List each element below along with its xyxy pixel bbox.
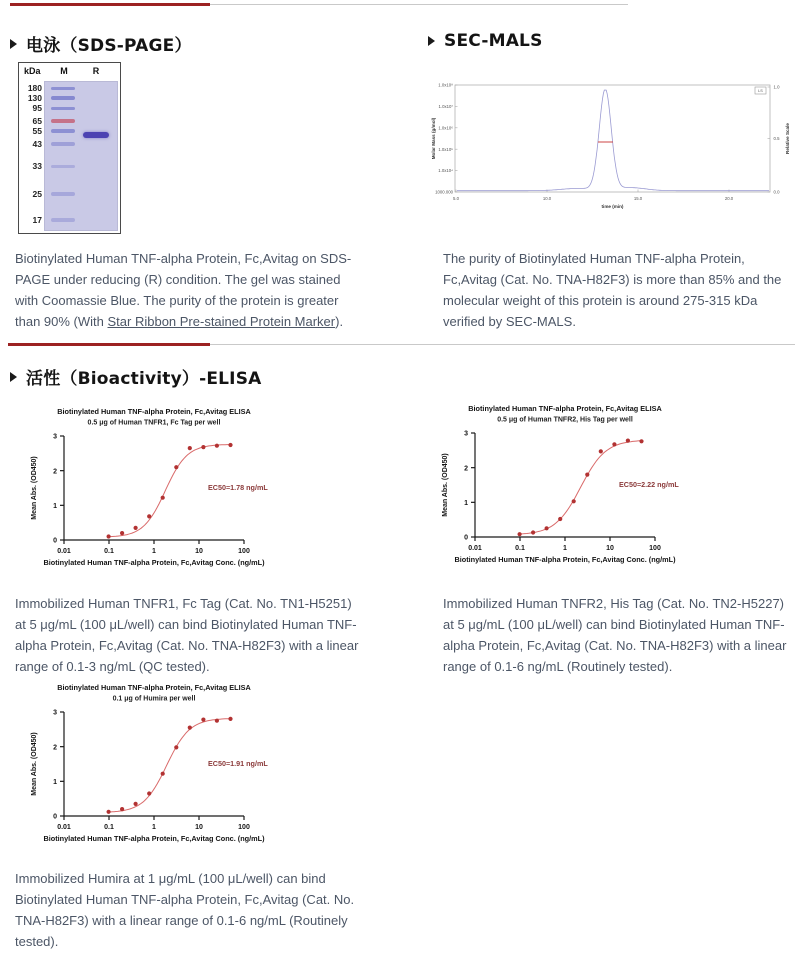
axis-tick-label: 1000.000 (435, 189, 453, 195)
gel-marker-value: 25 (32, 188, 42, 199)
data-point (188, 726, 192, 730)
gel-lane-area (44, 81, 118, 231)
axis-tick-label: 1.0x10⁴ (438, 168, 453, 174)
x-tick-label: 0.01 (57, 548, 71, 555)
data-point (174, 465, 178, 469)
x-tick-label: 0.01 (468, 545, 482, 552)
gel-marker-value: 65 (32, 115, 42, 126)
x-tick-label: 10 (195, 548, 203, 555)
protein-marker-link[interactable]: Star Ribbon Pre-stained Protein Marker (107, 314, 336, 329)
ec50-annotation: EC50=1.91 ng/mL (208, 759, 268, 768)
gel-marker-value: 55 (32, 125, 42, 136)
gel-marker-value: 17 (32, 214, 42, 225)
gel-marker-value: 180 (27, 83, 42, 93)
data-point (215, 719, 219, 723)
axis-label-x: Biotinylated Human TNF-alpha Protein, Fc,Avitag Conc. (ng/mL) (43, 834, 265, 843)
section-title-bioactivity (10, 364, 262, 389)
x-tick-label: 100 (238, 824, 250, 831)
chart-subtitle: 0.5 μg of Human TNFR2, His Tag per well (497, 416, 633, 424)
marker-band-33 (51, 165, 75, 169)
elisa-caption-tnfr1: Immobilized Human TNFR1, Fc Tag (Cat. No. TN1-H5251) at 5 μg/mL (100 μL/well) can bind Biotinylated Human TNF-alpha Protein, Fc,Avitag (Cat. No. TNA-H82F3) with a linear range of 0.1-3 ng/mL (QC tested). (15, 596, 359, 674)
elisa-caption-tnfr2: Immobilized Human TNFR2, His Tag (Cat. No. TN2-H5227) at 5 μg/mL (100 μL/well) can bind Biotinylated Human TNF-alpha Protein, Fc,Avitag (Cat. No. TNA-H82F3) with a linear range of 0.1-6 ng/mL (Routinely tested). (443, 596, 787, 674)
elisa-tnfr2 (417, 399, 727, 575)
elisa-caption-humira: Immobilized Humira at 1 μg/mL (100 μL/well) can bind Biotinylated Human TNF-alpha Protein, Fc,Avitag (Cat. No. TNA-H82F3) with a linear range of 0.1-6 ng/mL (Routinely tested). (15, 871, 355, 949)
y-tick-label: 1 (53, 778, 57, 786)
data-point (215, 444, 219, 448)
gel-lane-label-r: R (92, 66, 100, 76)
data-point (545, 526, 549, 530)
marker-band-17 (51, 218, 75, 222)
marker-band-25 (51, 192, 75, 196)
axis-tick-label: 15.0 (633, 196, 643, 201)
data-point (531, 530, 535, 534)
section-title-text: 电泳（SDS-PAGE） (26, 36, 192, 56)
ec50-annotation: EC50=2.22 ng/mL (619, 480, 679, 489)
y-tick-label: 0 (464, 534, 468, 542)
sec-mals-caption: The purity of Biotinylated Human TNF-alpha Protein, Fc,Avitag (Cat. No. TNA-H82F3) is more than 85% and the molecular weight of this protein is around 275-315 kDa verified by SEC-MALS. (443, 251, 782, 329)
elisa-chart-humira (6, 678, 316, 859)
y-tick-label: 1 (53, 502, 57, 510)
section-title-text: 活性（Bioactivity）-ELISA (26, 369, 262, 389)
y-tick-label: 2 (53, 468, 57, 476)
axis-tick-label: 20.0 (724, 196, 734, 201)
y-tick-label: 2 (464, 465, 468, 473)
data-point (134, 526, 138, 530)
y-tick-label: 0 (53, 813, 57, 821)
axis-label-x: Biotinylated Human TNF-alpha Protein, Fc,Avitag Conc. (ng/mL) (454, 555, 676, 564)
y-tick-label: 3 (53, 433, 57, 441)
marker-band-65 (51, 119, 75, 123)
axis-tick-label: 1.0 (773, 84, 780, 90)
data-point (639, 439, 643, 443)
data-point (518, 532, 522, 536)
section-title-sds-page (10, 31, 192, 56)
data-point (228, 443, 232, 447)
axis-label-x: Biotinylated Human TNF-alpha Protein, Fc,Avitag Conc. (ng/mL) (43, 558, 265, 567)
data-point (107, 810, 111, 814)
axis-tick-label: 1.0x10⁵ (438, 146, 453, 152)
x-tick-label: 1 (152, 548, 156, 555)
data-point (107, 534, 111, 538)
elisa-chart-tnfr2 (417, 399, 727, 580)
elisa-tnfr1 (6, 402, 316, 578)
y-tick-label: 3 (464, 430, 468, 438)
x-tick-label: 1 (563, 545, 567, 552)
gel-marker-value: 43 (32, 138, 42, 149)
y-tick-label: 2 (53, 744, 57, 752)
elisa-chart-tnfr1 (6, 402, 316, 583)
axis-tick-label: 0.5 (773, 136, 780, 142)
data-point (201, 445, 205, 449)
data-point (161, 496, 165, 500)
gel-lane-label-m: M (60, 66, 68, 76)
marker-band-180 (51, 87, 75, 91)
axis-tick-label: 0.0 (773, 189, 780, 195)
marker-band-95 (51, 107, 75, 111)
axis-label-y: Mean Abs. (OD450) (31, 732, 38, 796)
mid-divider-grey (210, 344, 795, 345)
data-point (161, 772, 165, 776)
data-point (558, 517, 562, 521)
triangle-bullet-icon (428, 36, 435, 46)
data-point (585, 473, 589, 477)
axis-label-x: time (min) (601, 204, 624, 209)
axis-tick-label: 1.0x10⁶ (438, 125, 453, 131)
section-title-text: SEC-MALS (444, 31, 543, 51)
gel-marker-value: 95 (32, 103, 42, 113)
mid-divider-red (8, 343, 210, 346)
x-tick-label: 0.1 (104, 824, 114, 831)
sds-page-gel-image (18, 62, 121, 234)
marker-band-43 (51, 142, 75, 146)
data-point (147, 514, 151, 518)
top-divider-red (10, 3, 210, 6)
triangle-bullet-icon (10, 39, 17, 49)
y-tick-label: 0 (53, 537, 57, 545)
x-tick-label: 100 (238, 548, 250, 555)
data-point (188, 446, 192, 450)
data-point (174, 745, 178, 749)
x-tick-label: 10 (195, 824, 203, 831)
axis-tick-label: 1.0x10⁷ (438, 104, 453, 109)
caption-text: Biotinylated Human TNF-alpha Protein, Fc,Avitag on SDS-PAGE under reducing (R) condition. The gel was stained with Coomassie Blue. The purity of the protein is greater than 90% (With (15, 251, 352, 329)
top-divider-grey (210, 4, 628, 5)
data-point (147, 791, 151, 795)
sec-mals-chromatogram (428, 78, 796, 224)
x-tick-label: 0.1 (104, 548, 114, 555)
axis-label-y-right: Relative Scale (785, 123, 790, 154)
sample-band-reduced (83, 132, 109, 138)
gel-unit-label: kDa (24, 66, 41, 76)
data-point (228, 717, 232, 721)
caption-text: ). (335, 314, 344, 329)
data-point (120, 807, 124, 811)
axis-tick-label: 10.0 (542, 196, 552, 201)
axis-tick-label: 1.0x10⁸ (438, 82, 453, 88)
data-point (134, 802, 138, 806)
chart-subtitle: 0.1 μg of Humira per well (112, 695, 196, 703)
x-tick-label: 10 (606, 545, 614, 552)
chart-title: Biotinylated Human TNF-alpha Protein, Fc,Avitag ELISA (57, 407, 251, 416)
marker-band-55 (51, 129, 75, 133)
y-tick-label: 1 (464, 499, 468, 507)
section-title-sec-mals (428, 31, 543, 51)
legend-label: LS (758, 89, 763, 93)
chart-title: Biotinylated Human TNF-alpha Protein, Fc,Avitag ELISA (57, 683, 251, 692)
sds-page-caption (15, 248, 359, 332)
chart-title: Biotinylated Human TNF-alpha Protein, Fc,Avitag ELISA (468, 404, 662, 413)
axis-label-y-left: Molar Mass (g/mol) (431, 117, 436, 160)
x-tick-label: 100 (649, 545, 661, 552)
data-point (599, 449, 603, 453)
axis-tick-label: 5.0 (453, 196, 459, 201)
axis-label-y: Mean Abs. (OD450) (31, 456, 38, 520)
x-tick-label: 0.01 (57, 824, 71, 831)
data-point (612, 442, 616, 446)
data-point (626, 439, 630, 443)
data-point (120, 531, 124, 535)
gel-marker-value: 33 (32, 161, 42, 171)
gel-marker-value: 130 (27, 92, 42, 103)
sec-mals-chart (428, 78, 796, 229)
y-tick-label: 3 (53, 709, 57, 717)
data-point (572, 499, 576, 503)
x-tick-label: 1 (152, 824, 156, 831)
data-point (201, 718, 205, 722)
ec50-annotation: EC50=1.78 ng/mL (208, 483, 268, 492)
x-tick-label: 0.1 (515, 545, 525, 552)
elisa-humira (6, 678, 316, 854)
marker-band-130 (51, 96, 75, 100)
chart-subtitle: 0.5 μg of Human TNFR1, Fc Tag per well (87, 419, 221, 427)
triangle-bullet-icon (10, 372, 17, 382)
axis-label-y: Mean Abs. (OD450) (442, 453, 449, 517)
